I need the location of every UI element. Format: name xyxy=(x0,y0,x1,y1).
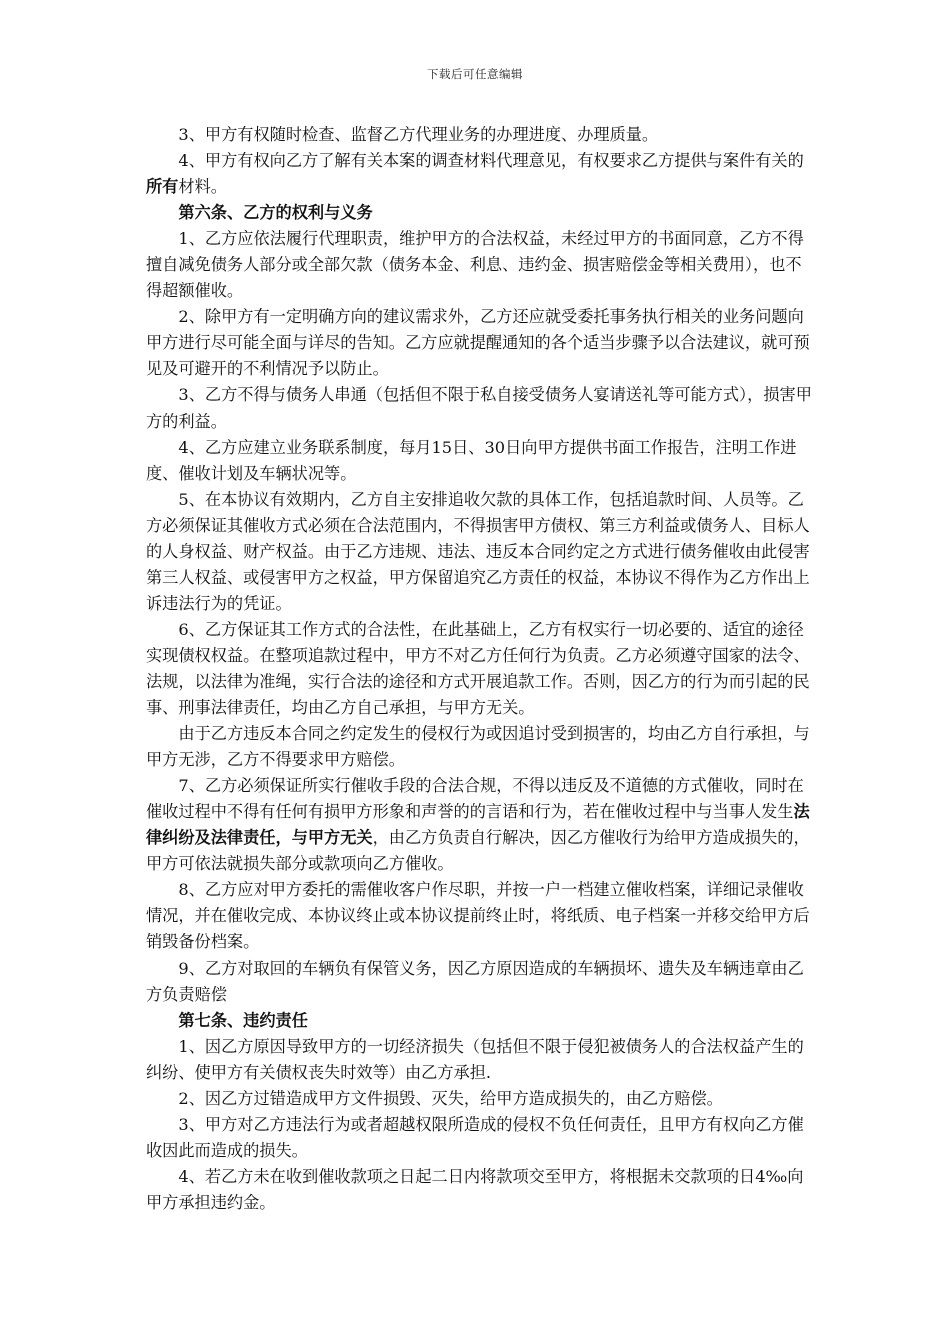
clause-6-2: 2、除甲方有一定明确方向的建议需求外，乙方还应就受委托事务执行相关的业务问题向甲方进行尽可能全面与详尽的告知。乙方应就提醒通知的各个适当步骤予以合法建议，就可预见及可避开的不利情况予以防止。 xyxy=(146,307,810,379)
clause-5-3: 3、甲方有权随时检查、监督乙方代理业务的办理进度、办理质量。 xyxy=(178,125,659,144)
clause-5-4-text: 4、甲方有权向乙方了解有关本案的调查材料代理意见，有权要求乙方提供与案件有关的 xyxy=(178,151,804,171)
section-heading-7: 第七条、违约责任 xyxy=(178,1010,308,1030)
clause-6-7-text: 7、乙方必须保证所实行催收手段的合法合规，不得以违反及不道德的方式催收，同时在催收过程中不得有任何有损甲方形象和声誉的的言语和行为，若在催收过程中与当事人发生 xyxy=(146,776,804,822)
clause-5-4-bold: 所有 xyxy=(146,177,179,197)
section-heading-6: 第六条、乙方的权利与义务 xyxy=(178,203,373,223)
clause-7-1: 1、因乙方原因导致甲方的一切经济损失（包括但不限于侵犯被债务人的合法权益产生的纠纷、使甲方有关债权丧失时效等）由乙方承担. xyxy=(146,1036,804,1082)
page-header: 下载后可任意编辑 xyxy=(427,67,523,81)
document-body xyxy=(146,122,814,1216)
clause-6-8: 8、乙方应对甲方委托的需催收客户作尽职，并按一户一档建立催收档案，详细记录催收情况，并在催收完成、本协议终止或本协议提前终止时，将纸质、电子档案一并移交给甲方后销毁备份档案。 xyxy=(146,880,810,952)
clause-7-2: 2、因乙方过错造成甲方文件损毁、灭失，给甲方造成损失的，由乙方赔偿。 xyxy=(178,1088,723,1108)
clause-6-7-text-end: ，由乙方负责自行解决，因乙方催收行为给甲方造成损失的，甲方可依法就损失部分或款项向乙方催收。 xyxy=(146,828,810,874)
clause-6-3: 3、乙方不得与债务人串通（包括但不限于私自接受债务人宴请送礼等可能方式），损害甲方的利益。 xyxy=(146,385,812,431)
clause-7-4: 4、若乙方未在收到催收款项之日起二日内将款项交至甲方，将根据未交款项的日4‰向甲方承担违约金。 xyxy=(146,1166,804,1212)
clause-6-5: 5、在本协议有效期内，乙方自主安排追收欠款的具体工作，包括追款时间、人员等。乙方必须保证其催收方式必须在合法范围内，不得损害甲方债权、第三方利益或债务人、目标人的人身权益、财产权益。由于乙方违规、违法、违反本合同约定之方式进行债务催收由此侵害第三人权益、或侵害甲方之权益，甲方保留追究乙方责任的权益，本协议不得作为乙方作出上诉违法行为的凭证。 xyxy=(146,489,810,613)
clause-6-6-note: 由于乙方违反本合同之约定发生的侵权行为或因追讨受到损害的，均由乙方自行承担，与甲方无涉，乙方不得要求甲方赔偿。 xyxy=(146,724,810,770)
clause-6-7-bold: 法律纠纷及法律责任，与甲方无关 xyxy=(146,802,810,848)
clause-6-7 xyxy=(146,773,814,877)
clause-5-4-text-end: 材料。 xyxy=(178,177,227,197)
clause-6-4: 4、乙方应建立业务联系制度，每月15日、30日向甲方提供书面工作报告，注明工作进度、催收计划及车辆状况等。 xyxy=(146,437,797,483)
clause-6-9: 9、乙方对取回的车辆负有保管义务，因乙方原因造成的车辆损坏、遗失及车辆违章由乙方负责赔偿 xyxy=(146,958,804,1004)
clause-5-4 xyxy=(146,148,814,200)
clause-6-1: 1、乙方应依法履行代理职责，维护甲方的合法权益，未经过甲方的书面同意，乙方不得擅自减免债务人部分或全部欠款（债务本金、利息、违约金、损害赔偿金等相关费用），也不得超额催收。 xyxy=(146,229,804,301)
clause-7-3: 3、甲方对乙方违法行为或者超越权限所造成的侵权不负任何责任，且甲方有权向乙方催收因此而造成的损失。 xyxy=(146,1114,804,1160)
clause-6-6: 6、乙方保证其工作方式的合法性，在此基础上，乙方有权实行一切必要的、适宜的途径实现债权权益。在整项追款过程中，甲方不对乙方任何行为负责。乙方必须遵守国家的法令、法规，以法律为准绳，实行合法的途径和方式开展追款工作。否则，因乙方的行为而引起的民事、刑事法律责任，均由乙方自己承担，与甲方无关。 xyxy=(146,619,810,718)
